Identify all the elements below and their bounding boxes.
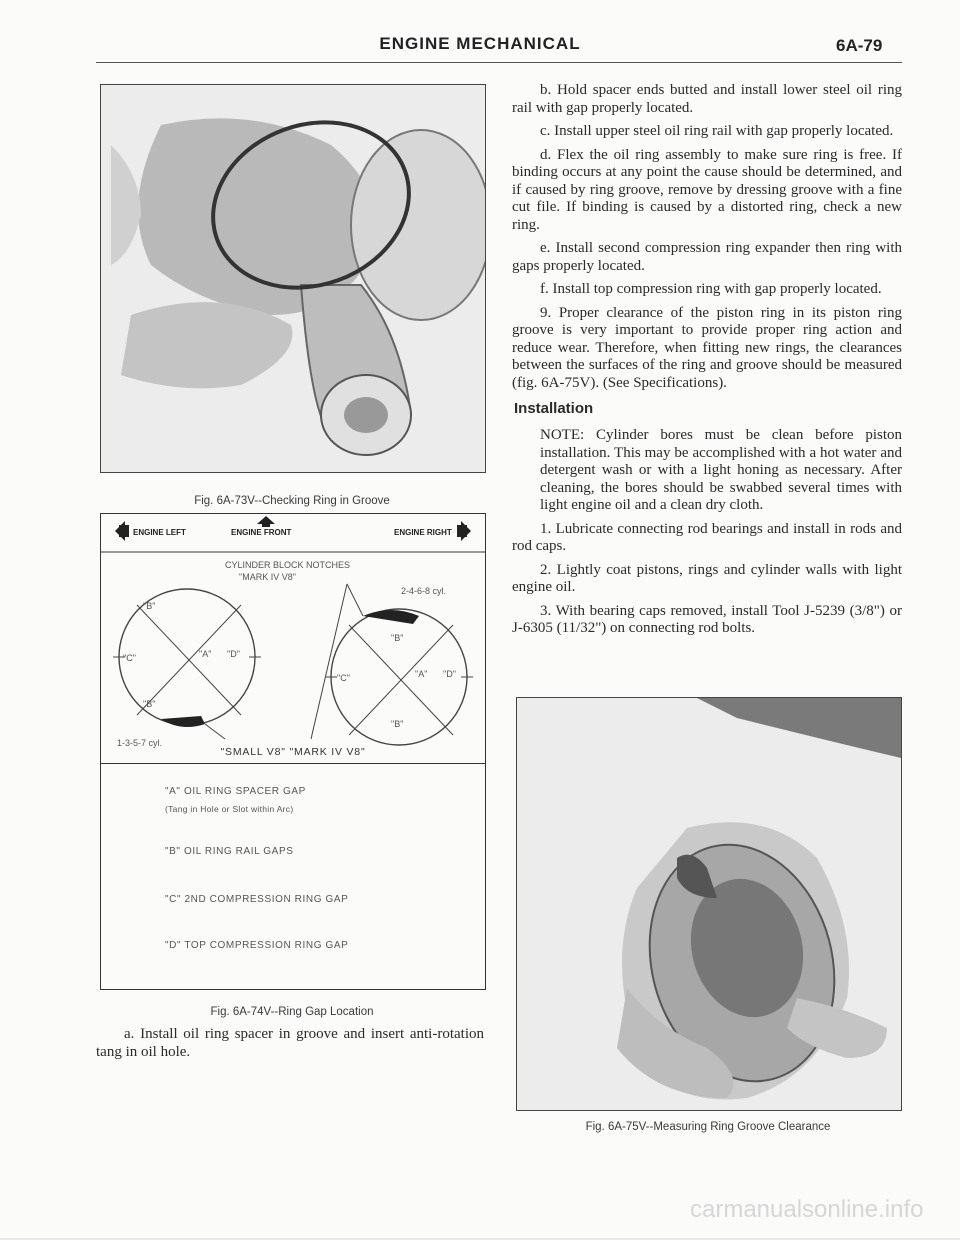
left-column-text	[96, 1026, 484, 1067]
figure-caption-75: Fig. 6A-75V--Measuring Ring Groove Clearance	[585, 1121, 831, 1133]
right-label-d: "D"	[443, 669, 456, 679]
paragraph-9: 9. Proper clearance of the piston ring in its piston ring groove is very important to provide proper ring action and reduce wear. Therefore, when fitting new rings, the clearances between the surfaces of the ring and groove should be measured (fig. 6A-75V). (See Specifications).	[512, 304, 902, 391]
cyl-even-label: 2-4-6-8 cyl.	[401, 586, 447, 596]
installation-heading: Installation	[514, 400, 594, 417]
step-3: 3. With bearing caps removed, install Tool J-5239 (3/8") or J-6305 (11/32") on connecting rod bolts.	[512, 602, 902, 636]
notches-label: CYLINDER BLOCK NOTCHES	[225, 560, 351, 570]
step-2: 2. Lightly coat pistons, rings and cylinder walls with light engine oil.	[512, 561, 902, 595]
diagram-bottom-title: "SMALL V8" "MARK IV V8"	[220, 746, 366, 758]
ring-gap-location-diagram	[100, 513, 486, 765]
step-1: 1. Lubricate connecting rod bearings and install in rods and rod caps.	[512, 520, 902, 554]
engine-left-label: ENGINE LEFT	[133, 528, 186, 537]
left-label-b-top: "B"	[143, 601, 156, 611]
legend-b: "B" OIL RING RAIL GAPS	[165, 846, 294, 857]
paragraph-f: f. Install top compression ring with gap properly located.	[540, 281, 882, 297]
figure-checking-ring-photo	[100, 84, 486, 473]
mark-iv-label: "MARK IV V8"	[239, 572, 296, 582]
right-label-c: "C"	[337, 673, 350, 683]
up-arrow-icon	[257, 516, 275, 524]
piston-ring-photo-illustration	[101, 85, 485, 472]
paragraph-a: a. Install oil ring spacer in groove and insert anti-rotation tang in oil hole.	[96, 1026, 484, 1060]
right-column-text	[512, 82, 902, 644]
right-label-b-bottom: "B"	[391, 719, 404, 729]
ring-gap-legend	[100, 763, 486, 990]
left-label-b-bottom: "B"	[143, 699, 156, 709]
engine-right-label: ENGINE RIGHT	[394, 528, 452, 537]
paragraph-b: b. Hold spacer ends butted and install lower steel oil ring rail with gap properly located.	[512, 82, 902, 116]
paragraph-d: d. Flex the oil ring assembly to make sure ring is free. If binding occurs at any point the cause should be determined, and if caused by ring groove, remove by dressing groove with a fine cut file. If binding is caused by a distorted ring, check a new ring.	[512, 146, 902, 233]
installation-note: NOTE: Cylinder bores must be clean before piston installation. This may be accomplished with a hot water and detergent wash or with a light honing as necessary. After cleaning, the bores should be swabbed several times with light engine oil and a clean dry cloth.	[540, 427, 902, 513]
figure-caption-73: Fig. 6A-73V--Checking Ring in Groove	[194, 495, 390, 507]
legend-a: "A" OIL RING SPACER GAP	[165, 786, 306, 797]
ring-gap-svg	[101, 514, 485, 764]
page-number: 6A-79	[836, 36, 883, 55]
footer-watermark: carmanualsonline.info	[690, 1196, 924, 1223]
paragraph-c: c. Install upper steel oil ring rail with gap properly located.	[540, 123, 894, 139]
left-label-c: "C"	[123, 653, 136, 663]
paragraph-e: e. Install second compression ring expander then ring with gaps properly located.	[512, 240, 902, 274]
left-label-a: "A"	[199, 649, 212, 659]
engine-front-label: ENGINE FRONT	[231, 528, 292, 537]
left-label-d: "D"	[227, 649, 240, 659]
cyl-odd-label: 1-3-5-7 cyl.	[117, 738, 163, 748]
legend-a-note: (Tang in Hole or Slot within Arc)	[165, 804, 294, 814]
header-rule	[96, 62, 902, 63]
right-label-a: "A"	[415, 669, 428, 679]
figure-caption-74: Fig. 6A-74V--Ring Gap Location	[210, 1006, 374, 1018]
page-header-title: ENGINE MECHANICAL	[379, 34, 581, 53]
right-label-b-top: "B"	[391, 633, 404, 643]
legend-d: "D" TOP COMPRESSION RING GAP	[165, 940, 349, 951]
legend-c: "C" 2ND COMPRESSION RING GAP	[165, 894, 349, 905]
figure-measuring-clearance-photo	[516, 697, 902, 1111]
ring-groove-photo-illustration	[517, 698, 901, 1110]
